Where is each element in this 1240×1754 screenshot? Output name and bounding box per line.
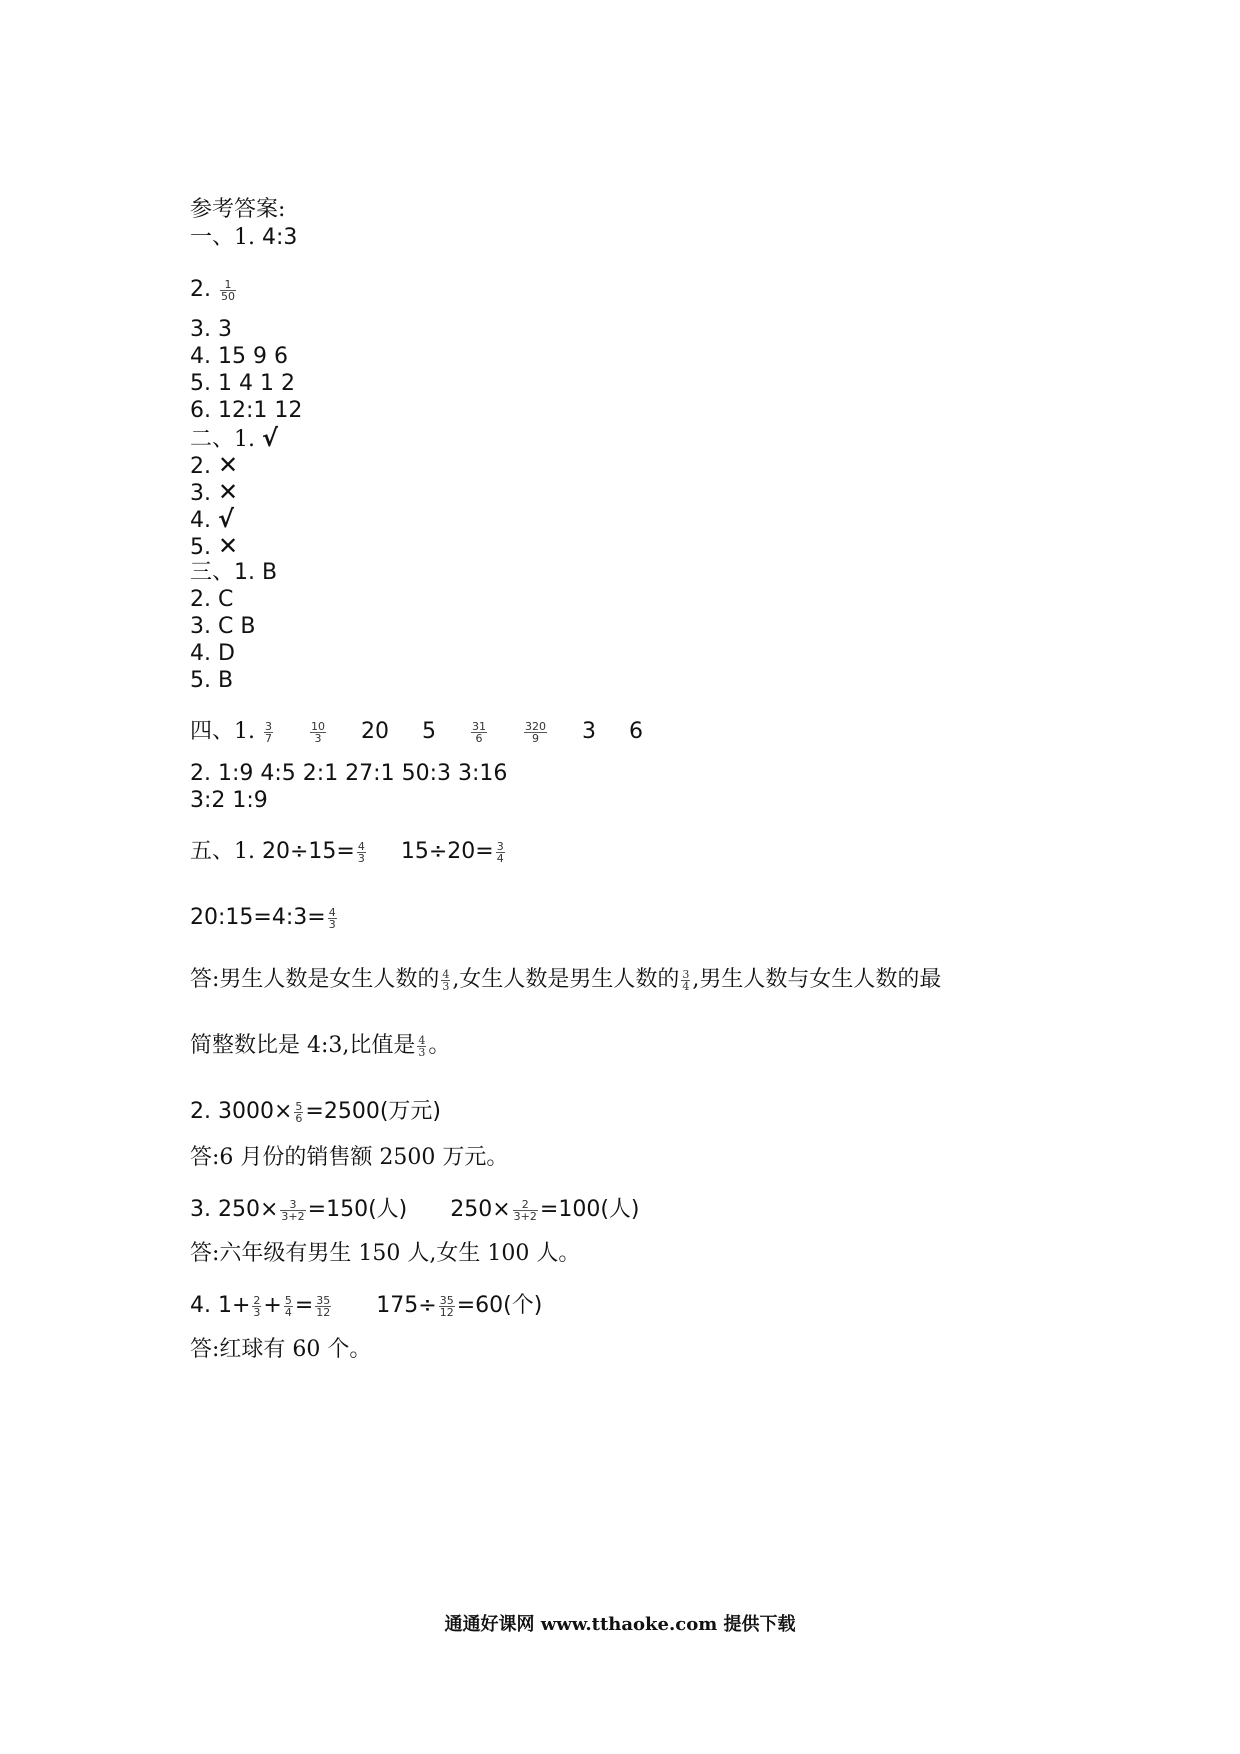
fraction: $\frac{3}{4}$ xyxy=(496,839,504,865)
fraction: $\frac{4}{3}$ xyxy=(418,1033,426,1059)
fraction: $\frac{3}{3+2}$ xyxy=(281,1197,305,1223)
s5-answer-1a: 答:男生人数是女生人数的 $\frac{4}{3}$ ,女生人数是男生人数的 $\frac{3}{4}$ ,男生人数与女生人数的最 xyxy=(190,967,942,993)
fraction: $\frac{5}{4}$ xyxy=(284,1293,292,1319)
fraction: $\frac{35}{12}$ xyxy=(316,1293,331,1319)
s2-q2: 2. ✕ xyxy=(190,451,239,479)
s5-answer-2: 答:6 月份的销售额 2500 万元。 xyxy=(190,1145,509,1170)
s1-q3: 3. 3 xyxy=(190,317,232,342)
s2-q5: 5. ✕ xyxy=(190,532,239,560)
fraction: $\frac{35}{12}$ xyxy=(439,1293,454,1319)
s4-q2-line1: 2. 1:9 4:5 2:1 27:1 50:3 3:16 xyxy=(190,761,508,786)
s5-q1-line2: 20:15=4:3= $\frac{4}{3}$ xyxy=(190,905,336,931)
s5-q3: 3. 250× $\frac{3}{3+2}$ =150(人) 250× $\frac{2}{3+2}$ =100(人) xyxy=(190,1197,640,1223)
s1-q5: 5. 1 4 1 2 xyxy=(190,371,295,396)
s4-q1: 四、1. $\frac{3}{7}$ $\frac{10}{3}$ 20 5 $\frac{31}{6}$ $\frac{320}{9}$ 3 6 xyxy=(190,719,643,745)
s1-q6: 6. 12:1 12 xyxy=(190,398,303,423)
s2-q4: 4. √ xyxy=(190,505,234,533)
fraction: $\frac{10}{3}$ xyxy=(310,719,325,745)
s5-q2: 2. 3000× $\frac{5}{6}$ =2500(万元) xyxy=(190,1099,441,1125)
s5-answer-1b: 简整数比是 4:3,比值是 $\frac{4}{3}$ 。 xyxy=(190,1033,451,1059)
s1-q2: 2. $\frac{1}{50}$ xyxy=(190,277,235,303)
s1-q1: 一、1. 4:3 xyxy=(190,225,298,250)
fraction: $\frac{31}{6}$ xyxy=(471,719,486,745)
cross-mark: ✕ xyxy=(217,478,239,506)
fraction: $\frac{3}{4}$ xyxy=(682,967,690,993)
s4-q2-line2: 3:2 1:9 xyxy=(190,788,268,813)
s2-q3: 3. ✕ xyxy=(190,478,239,506)
s5-q1: 五、1. 20÷15= $\frac{4}{3}$ 15÷20= $\frac{3}{4}$ xyxy=(190,839,504,865)
s2-q1: 二、1. √ xyxy=(190,424,278,452)
s1-q4: 4. 15 9 6 xyxy=(190,344,288,369)
fraction: $\frac{4}{3}$ xyxy=(357,839,365,865)
fraction: $\frac{320}{9}$ xyxy=(524,719,546,745)
s5-answer-3: 答:六年级有男生 150 人,女生 100 人。 xyxy=(190,1241,581,1266)
fraction: $\frac{1}{50}$ xyxy=(220,277,235,303)
s5-q4: 4. 1+ $\frac{2}{3}$ + $\frac{5}{4}$ = $\frac{35}{12}$ 175÷ $\frac{35}{12}$ =60(个) xyxy=(190,1293,543,1319)
page-title: 参考答案: xyxy=(190,197,286,222)
fraction: $\frac{5}{6}$ xyxy=(295,1099,303,1125)
fraction: $\frac{4}{3}$ xyxy=(442,967,450,993)
fraction: $\frac{2}{3+2}$ xyxy=(513,1197,537,1223)
check-mark: √ xyxy=(217,505,234,533)
fraction: $\frac{4}{3}$ xyxy=(328,905,336,931)
check-mark: √ xyxy=(261,424,278,452)
s3-q5: 5. B xyxy=(190,668,234,693)
footer-download-notice: 通通好课网 www.tthaoke.com 提供下载 xyxy=(444,1614,796,1635)
cross-mark: ✕ xyxy=(217,532,239,560)
s3-q3: 3. C B xyxy=(190,614,256,639)
s5-answer-4: 答:红球有 60 个。 xyxy=(190,1337,372,1362)
fraction: $\frac{2}{3}$ xyxy=(253,1293,261,1319)
s3-q1: 三、1. B xyxy=(190,560,278,585)
s3-q2: 2. C xyxy=(190,587,234,612)
cross-mark: ✕ xyxy=(217,451,239,479)
s3-q4: 4. D xyxy=(190,641,235,666)
fraction: $\frac{3}{7}$ xyxy=(264,719,272,745)
